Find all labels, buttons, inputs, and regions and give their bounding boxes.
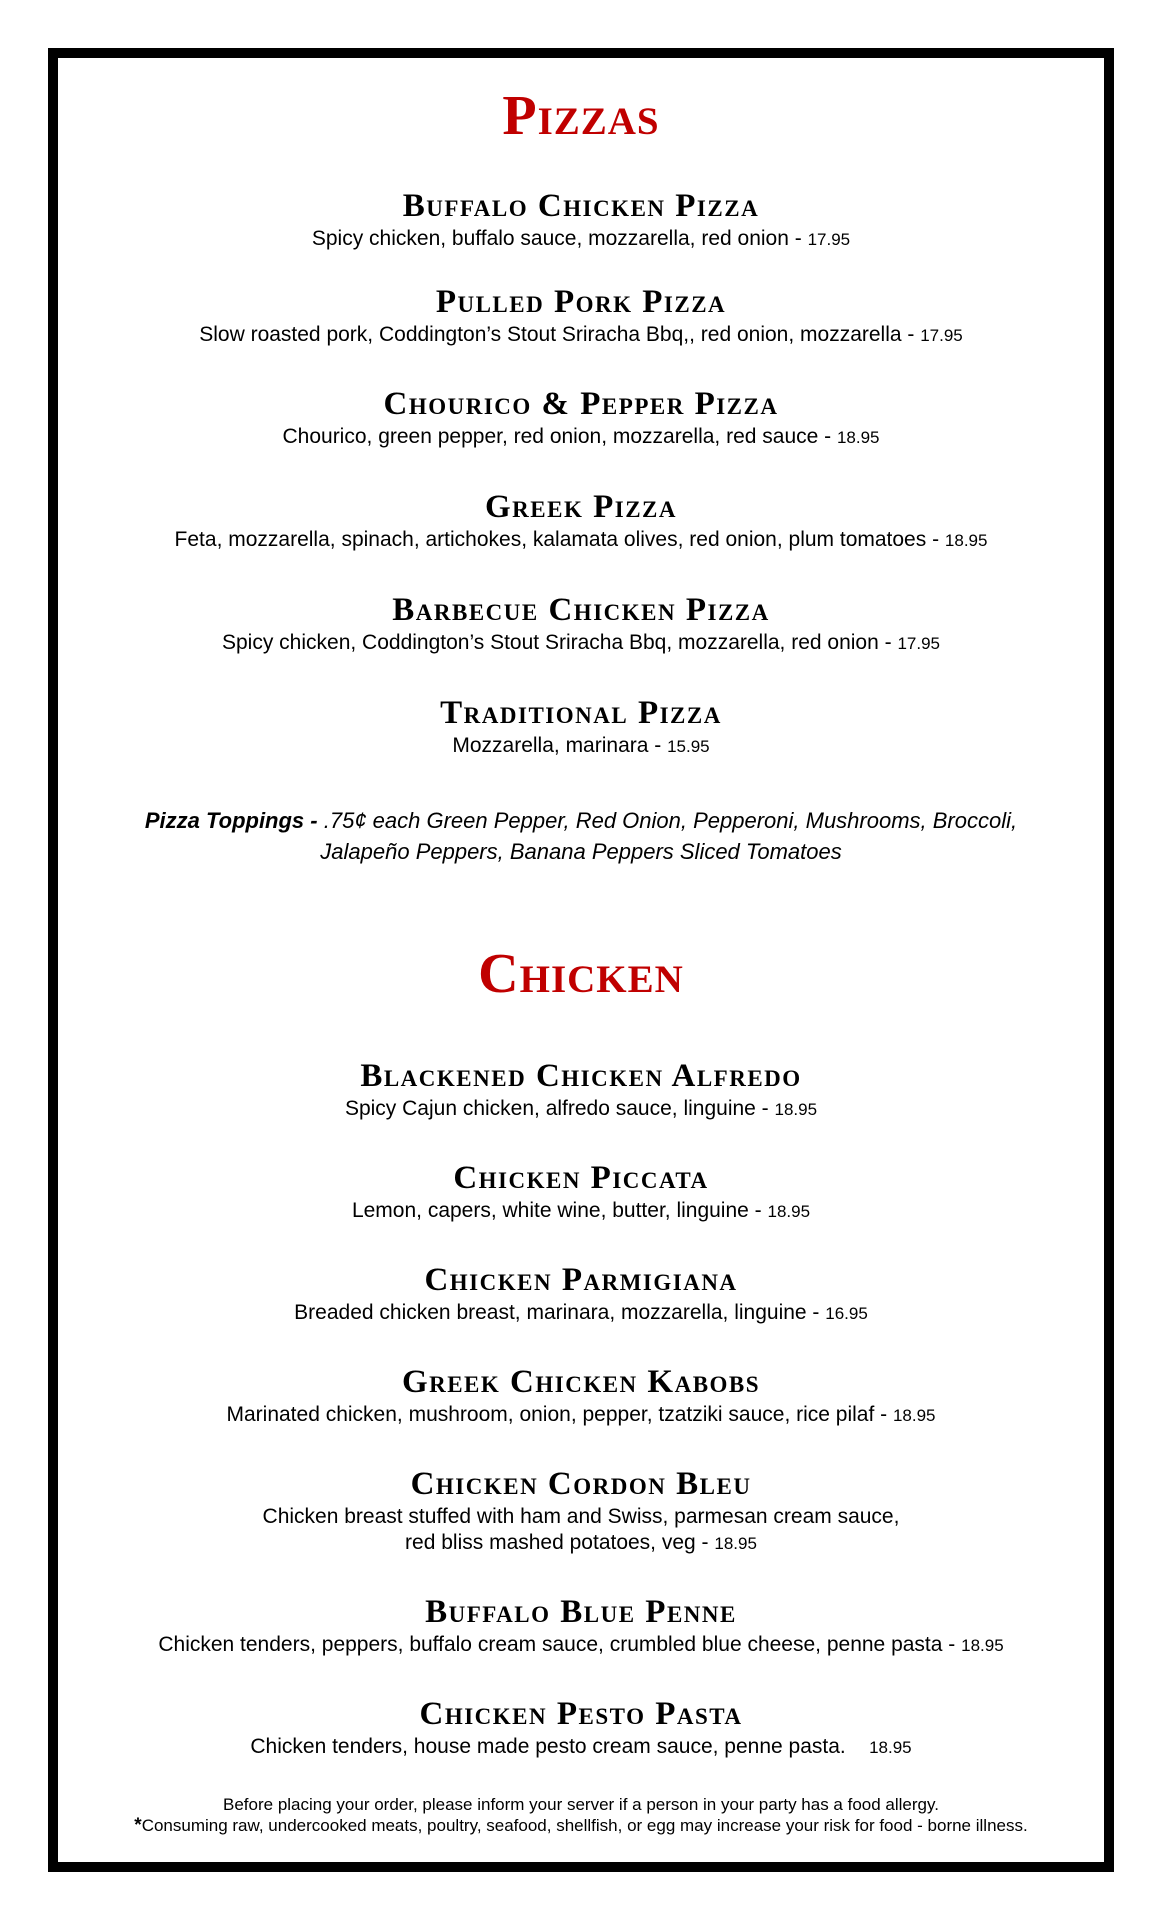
item-price: 18.95 (774, 1100, 818, 1119)
item-name: Chicken Parmigiana (424, 1262, 738, 1298)
item-desc-text: Slow roasted pork, Coddington’s Stout Sriracha Bbq,, red onion, mozzarella - (199, 323, 921, 346)
item-description (58, 1096, 1104, 1123)
item-description (58, 1530, 1104, 1557)
allergy-notice: Before placing your order, please inform your server if a person in your party has a food allergy. (223, 1795, 939, 1814)
item-description (58, 424, 1104, 451)
menu-item-pulled-pork-pizza (58, 284, 1104, 349)
item-desc-text: Spicy chicken, buffalo sauce, mozzarella, red onion - (311, 227, 808, 250)
item-name: Greek Pizza (485, 489, 677, 525)
item-desc-text: Chicken tenders, peppers, buffalo cream sauce, crumbled blue cheese, penne pasta - (158, 1633, 962, 1656)
item-name: Pulled Pork Pizza (435, 284, 727, 320)
item-price: 16.95 (825, 1304, 868, 1323)
item-name: Greek Chicken Kabobs (401, 1364, 761, 1400)
chicken-section-title: Chicken (478, 943, 684, 1005)
menu-item-buffalo-chicken-pizza (58, 188, 1104, 253)
item-price: 18.95 (869, 1738, 912, 1757)
toppings-label: Pizza Toppings - (144, 808, 324, 833)
allergy-footer (58, 1794, 1104, 1836)
item-desc-text: Lemon, capers, white wine, butter, linguine - (351, 1199, 768, 1222)
menu-item-chourico-pepper-pizza (58, 386, 1104, 451)
item-desc-text: Marinated chicken, mushroom, onion, pepper, tzatziki sauce, rice pilaf - (226, 1403, 893, 1426)
item-price: 18.95 (836, 428, 880, 447)
menu-item-buffalo-blue-penne (58, 1594, 1104, 1659)
item-name: Barbecue Chicken Pizza (392, 592, 770, 628)
item-price: 17.95 (807, 230, 851, 249)
pizzas-section-title: Pizzas (502, 85, 660, 147)
item-desc-text: Mozzarella, marinara - (452, 734, 668, 757)
item-description (58, 322, 1104, 349)
menu-item-greek-pizza (58, 489, 1104, 554)
item-description (58, 733, 1104, 760)
item-name: Buffalo Chicken Pizza (402, 188, 760, 224)
item-price: 18.95 (767, 1202, 811, 1221)
item-name: Buffalo Blue Penne (425, 1594, 737, 1630)
item-price: 17.95 (920, 326, 963, 345)
item-description (58, 1300, 1104, 1327)
item-price: 18.95 (961, 1636, 1004, 1655)
item-name: Chicken Piccata (453, 1160, 709, 1196)
item-desc-text: Spicy Cajun chicken, alfredo sauce, linguine - (344, 1097, 775, 1120)
item-desc-text: Chicken tenders, house made pesto cream sauce, penne pasta. (250, 1735, 870, 1758)
item-description (58, 1402, 1104, 1429)
item-name: Blackened Chicken Alfredo (360, 1058, 802, 1094)
item-name: Chicken Pesto Pasta (419, 1696, 743, 1732)
item-price: 18.95 (944, 531, 988, 550)
item-price: 15.95 (667, 737, 710, 756)
item-desc-text: Breaded chicken breast, marinara, mozzarella, linguine - (294, 1301, 826, 1324)
item-description (58, 226, 1104, 253)
menu-item-chicken-piccata (58, 1160, 1104, 1225)
item-name: Chourico & Pepper Pizza (383, 386, 779, 422)
menu-item-chicken-parmigiana (58, 1262, 1104, 1327)
menu-item-traditional-pizza (58, 695, 1104, 760)
toppings-line-2: Jalapeño Peppers, Banana Peppers Sliced Tomatoes (320, 839, 842, 864)
item-description (58, 1734, 1104, 1761)
asterisk: * (134, 1815, 142, 1836)
pizza-toppings-note (58, 805, 1104, 867)
item-name: Traditional Pizza (440, 695, 722, 731)
item-description (58, 1632, 1104, 1659)
item-description (58, 630, 1104, 657)
item-price: 18.95 (892, 1406, 936, 1425)
item-desc-text: Chourico, green pepper, red onion, mozzarella, red sauce - (282, 425, 837, 448)
menu-item-chicken-cordon-bleu (58, 1466, 1104, 1557)
toppings-text: .75¢ each Green Pepper, Red Onion, Pepperoni, Mushrooms, Broccoli, (323, 808, 1018, 833)
menu-item-blackened-chicken-alfredo (58, 1058, 1104, 1123)
menu-frame (48, 48, 1114, 1872)
item-description (58, 527, 1104, 554)
menu-item-chicken-pesto-pasta (58, 1696, 1104, 1761)
menu-item-greek-chicken-kabobs (58, 1364, 1104, 1429)
item-price: 18.95 (714, 1534, 757, 1553)
warning-text: Consuming raw, undercooked meats, poultry, seafood, shellfish, or egg may increase your risk for food - borne illness. (141, 1816, 1028, 1835)
toppings-line-1 (58, 805, 1104, 836)
item-description (58, 1198, 1104, 1225)
item-desc-text: Feta, mozzarella, spinach, artichokes, kalamata olives, red onion, plum tomatoes - (174, 528, 945, 551)
menu-item-barbecue-chicken-pizza (58, 592, 1104, 657)
consumption-warning (58, 1815, 1104, 1836)
item-price: 17.95 (897, 634, 940, 653)
item-desc-text: Spicy chicken, Coddington’s Stout Sriracha Bbq, mozzarella, red onion - (221, 631, 898, 654)
item-name: Chicken Cordon Bleu (410, 1466, 752, 1502)
item-desc-text: red bliss mashed potatoes, veg - (405, 1531, 715, 1554)
item-description-line-1: Chicken breast stuffed with ham and Swiss, parmesan cream sauce, (262, 1505, 900, 1528)
